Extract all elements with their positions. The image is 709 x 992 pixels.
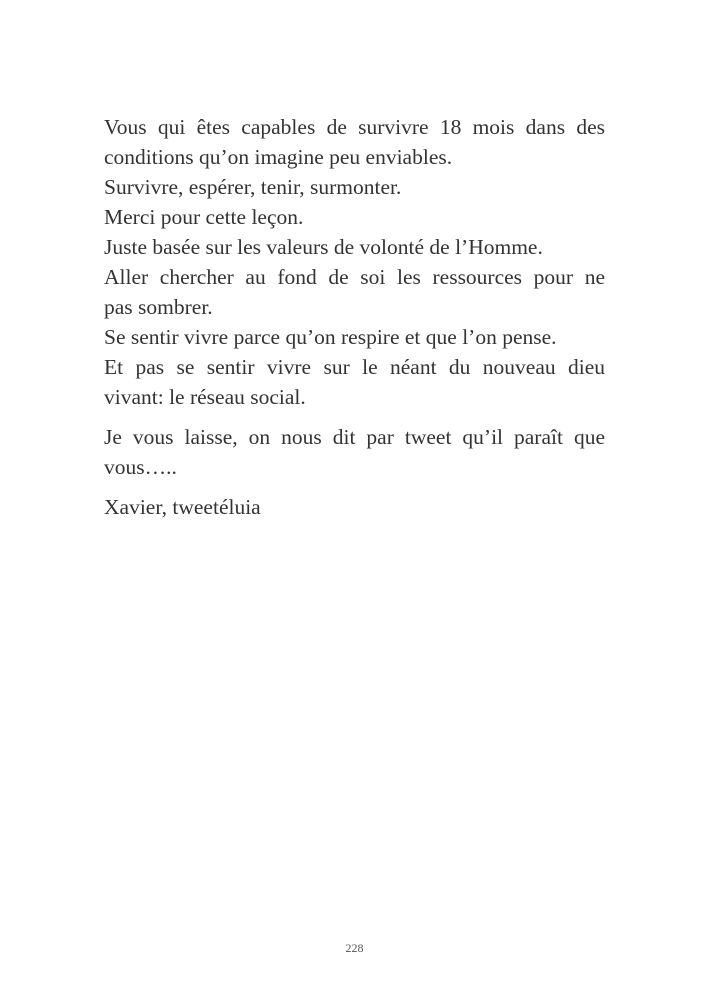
paragraph-letter — [104, 112, 605, 412]
page-number: 228 — [345, 941, 364, 955]
text-line: Vous qui êtes capables de survivre 18 mois dans des — [104, 115, 605, 139]
signature-line: Xavier, tweetéluia — [104, 495, 261, 519]
text-line: vous….. — [104, 455, 177, 479]
text-line: Survivre, espérer, tenir, surmonter. — [104, 175, 402, 199]
text-line: Aller chercher au fond de soi les ressources pour ne — [104, 265, 605, 289]
text-line: conditions qu’on imagine peu enviables. — [104, 145, 453, 169]
text-line: Se sentir vivre parce qu’on respire et que l’on pense. — [104, 325, 557, 349]
paragraph-signature — [104, 492, 605, 522]
text-line: Je vous laisse, on nous dit par tweet qu’il paraît que — [104, 425, 605, 449]
text-line: vivant: le réseau social. — [104, 385, 306, 409]
text-line: Juste basée sur les valeurs de volonté de l’Homme. — [104, 235, 543, 259]
text-line: Et pas se sentir vivre sur le néant du nouveau dieu — [104, 355, 605, 379]
text-line: Merci pour cette leçon. — [104, 205, 304, 229]
paragraph-closing — [104, 422, 605, 482]
text-line: pas sombrer. — [104, 295, 213, 319]
body-text — [104, 112, 605, 522]
